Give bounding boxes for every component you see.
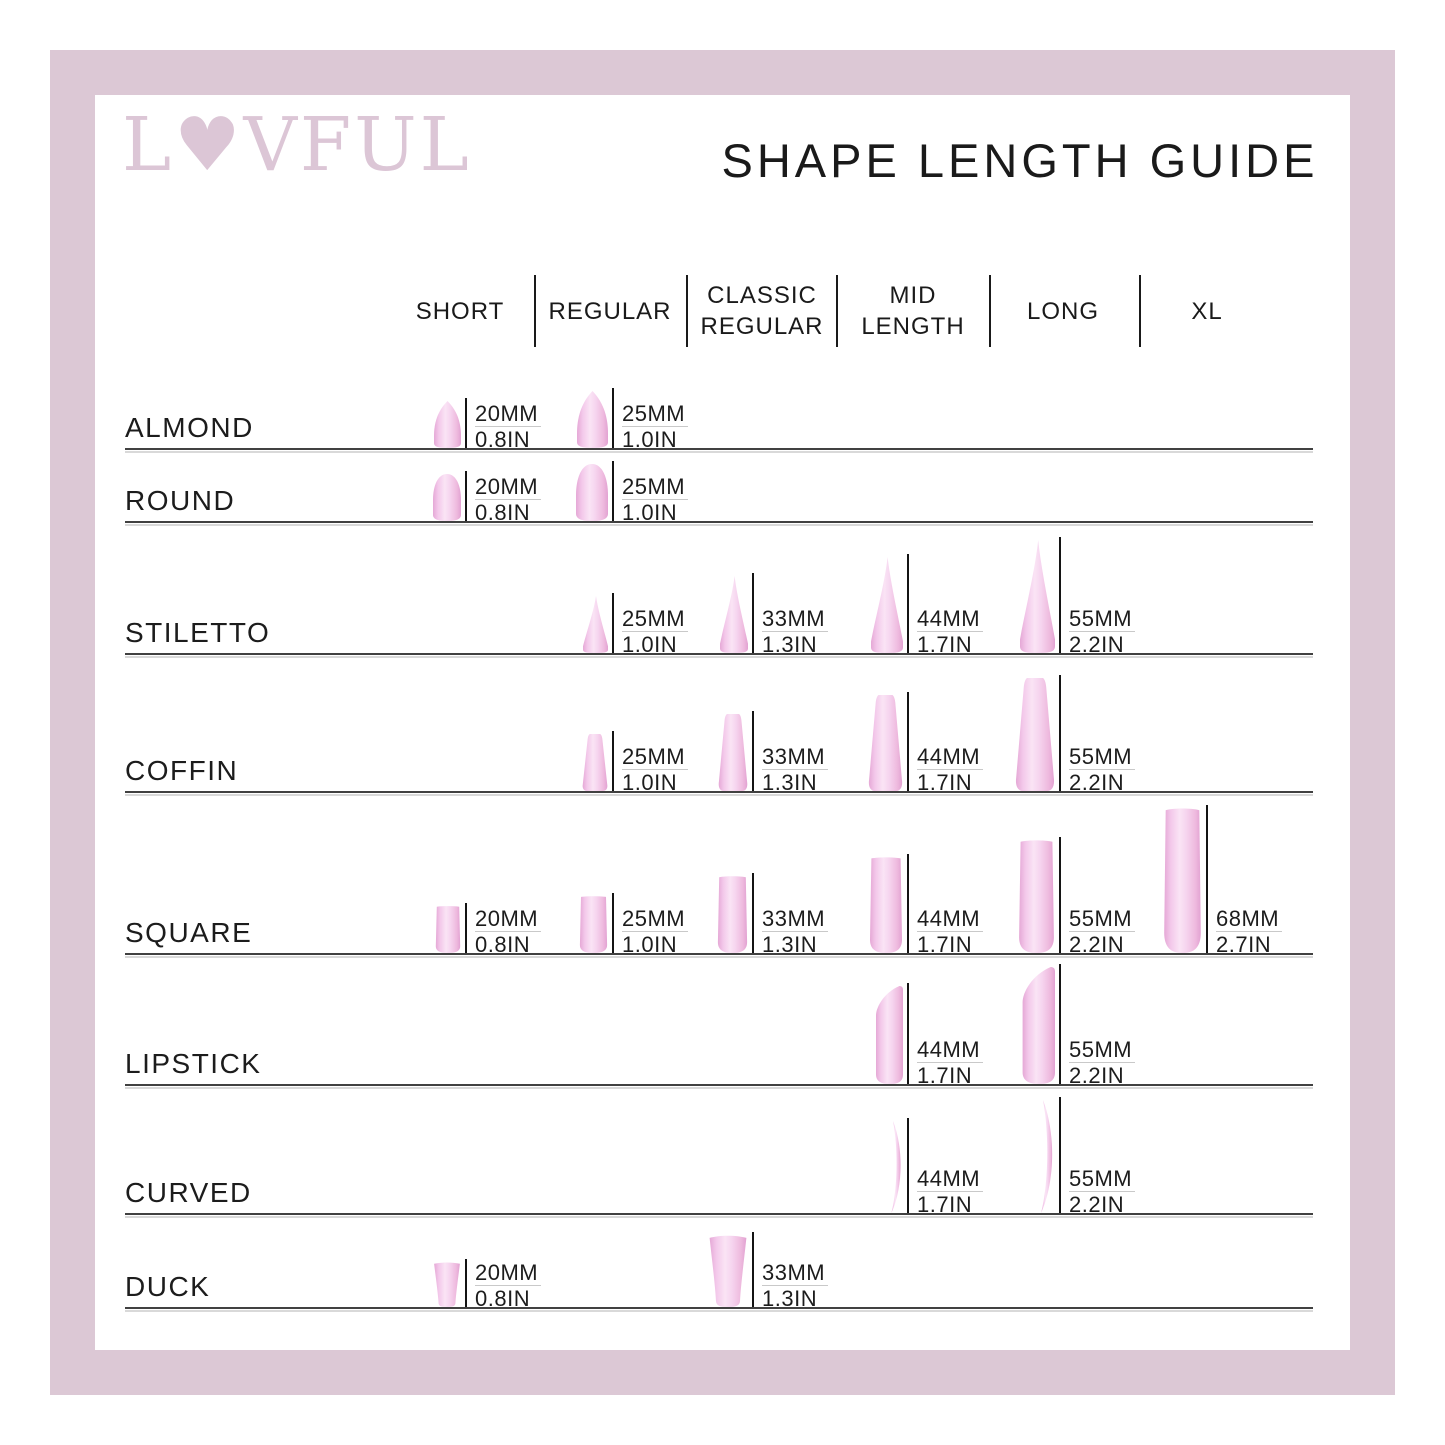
measurement-line [907,554,909,653]
curved-nail-illustration [883,1121,903,1218]
row-label-almond: ALMOND [125,412,254,443]
measurement-line [1059,1097,1061,1213]
size-inch-value: 1.7IN [917,770,973,795]
measurement-line [907,692,909,791]
measurement-line [612,461,614,521]
row-underline [125,448,1313,450]
size-inch-value: 1.3IN [762,1286,818,1311]
size-mm-value: 33MM [762,906,826,931]
lipstick-nail-illustration [1019,967,1055,1089]
size-mm-value: 44MM [917,1166,981,1191]
size-inch-value: 1.3IN [762,932,818,957]
square-nail-illustration [869,857,903,958]
page-title: SHAPE LENGTH GUIDE [721,134,1319,187]
column-header-line: REGULAR [700,313,824,340]
measurement-line [1059,837,1061,953]
coffin-nail-illustration [868,695,903,796]
size-label-block [1216,908,1312,955]
stiletto-nail-illustration [1020,540,1055,658]
size-label-block [1069,908,1165,955]
size-label-block [622,476,718,523]
size-label-block [762,908,858,955]
measurement-line [612,388,614,448]
header-divider-line [836,275,838,347]
measurement-line [907,1118,909,1213]
row-label-curved: CURVED [125,1177,252,1208]
round-nail-illustration [433,474,461,526]
size-inch-value: 0.8IN [475,932,531,957]
size-label-block [475,476,571,523]
size-mm-value: 20MM [475,906,539,931]
size-label-block [917,608,1013,655]
column-header-regular [525,296,695,327]
measurement-line [752,1232,754,1307]
size-label-block [475,908,571,955]
almond-nail-illustration [577,391,608,453]
size-label-block [475,1262,571,1309]
round-nail-illustration [576,464,608,526]
measurement-line [907,854,909,953]
column-header-line: LONG [1026,298,1099,325]
size-label-block [762,1262,858,1309]
measurement-line [752,573,754,653]
column-header-line: LENGTH [861,313,965,340]
square-nail-illustration [435,906,461,958]
size-mm-value: 25MM [622,401,686,426]
column-header-line: MID [889,282,937,309]
row-label-round: ROUND [125,485,236,516]
size-mm-value: 20MM [475,474,539,499]
column-header-line: XL [1191,298,1223,325]
measurement-line [907,983,909,1084]
size-mm-value: 25MM [622,906,686,931]
size-label-block [917,1039,1013,1086]
size-label-block [1069,1168,1165,1215]
square-nail-illustration [1163,808,1202,958]
size-label-block [1069,608,1165,655]
measurement-line [1059,675,1061,791]
size-inch-value: 0.8IN [475,500,531,525]
header-divider-line [989,275,991,347]
size-mm-value: 33MM [762,606,826,631]
size-label-block [1069,1039,1165,1086]
measurement-line [1059,964,1061,1084]
size-inch-value: 1.0IN [622,500,678,525]
measurement-line [612,731,614,791]
size-inch-value: 2.2IN [1069,1192,1125,1217]
column-header-mid-length [828,280,998,342]
size-mm-value: 25MM [622,606,686,631]
coffin-nail-illustration [718,714,748,796]
measurement-line [465,1259,467,1307]
coffin-nail-illustration [1015,678,1055,796]
stiletto-nail-illustration [720,576,748,658]
size-mm-value: 55MM [1069,906,1133,931]
size-label-block [622,746,718,793]
size-inch-value: 1.7IN [917,932,973,957]
measurement-line [465,471,467,521]
column-header-classic-regular [677,280,847,342]
size-label-block [475,403,571,450]
header-divider-line [534,275,536,347]
size-mm-value: 68MM [1216,906,1280,931]
size-mm-value: 25MM [622,744,686,769]
measurement-line [752,711,754,791]
size-label-block [917,1168,1013,1215]
size-label-block [917,746,1013,793]
measurement-line [1059,537,1061,653]
size-inch-value: 0.8IN [475,1286,531,1311]
size-mm-value: 44MM [917,606,981,631]
square-nail-illustration [717,876,748,958]
size-inch-value: 2.2IN [1069,932,1125,957]
measurement-line [465,903,467,953]
size-inch-value: 1.0IN [622,632,678,657]
size-inch-value: 1.3IN [762,770,818,795]
size-mm-value: 33MM [762,1260,826,1285]
almond-nail-illustration [434,401,461,453]
row-underline [125,521,1313,523]
size-mm-value: 55MM [1069,1037,1133,1062]
measurement-line [612,593,614,653]
row-label-stiletto: STILETTO [125,617,271,648]
size-inch-value: 0.8IN [475,427,531,452]
size-mm-value: 33MM [762,744,826,769]
size-label-block [622,908,718,955]
duck-nail-illustration [433,1262,461,1312]
size-mm-value: 20MM [475,1260,539,1285]
size-mm-value: 55MM [1069,744,1133,769]
header-divider-line [1139,275,1141,347]
square-nail-illustration [579,896,608,958]
size-inch-value: 1.3IN [762,632,818,657]
duck-nail-illustration [708,1235,748,1312]
size-inch-value: 1.7IN [917,1063,973,1088]
row-label-duck: DUCK [125,1271,211,1302]
column-header-xl [1122,296,1292,327]
row-label-lipstick: LIPSTICK [125,1048,262,1079]
size-label-block [762,608,858,655]
stiletto-nail-illustration [871,557,903,658]
size-inch-value: 1.7IN [917,632,973,657]
size-mm-value: 44MM [917,1037,981,1062]
size-inch-value: 2.7IN [1216,932,1272,957]
size-mm-value: 55MM [1069,1166,1133,1191]
size-mm-value: 44MM [917,906,981,931]
size-inch-value: 2.2IN [1069,632,1125,657]
square-nail-illustration [1018,840,1055,958]
size-mm-value: 20MM [475,401,539,426]
measurement-line [1206,805,1208,953]
brand-logo: L♥VFUL [122,102,472,188]
size-inch-value: 1.0IN [622,932,678,957]
row-label-coffin: COFFIN [125,755,239,786]
column-header-short [375,296,545,327]
size-inch-value: 2.2IN [1069,1063,1125,1088]
measurement-line [612,893,614,953]
size-inch-value: 1.0IN [622,427,678,452]
stiletto-nail-illustration [583,596,608,658]
header-divider-line [686,275,688,347]
size-mm-value: 55MM [1069,606,1133,631]
size-inch-value: 1.7IN [917,1192,973,1217]
measurement-line [752,873,754,953]
size-label-block [622,403,718,450]
column-header-line: SHORT [415,298,505,325]
size-label-block [622,608,718,655]
coffin-nail-illustration [582,734,608,796]
row-label-square: SQUARE [125,917,253,948]
size-label-block [1069,746,1165,793]
size-mm-value: 44MM [917,744,981,769]
size-mm-value: 25MM [622,474,686,499]
column-header-line: REGULAR [548,298,672,325]
measurement-line [465,398,467,448]
size-inch-value: 1.0IN [622,770,678,795]
size-inch-value: 2.2IN [1069,770,1125,795]
size-label-block [762,746,858,793]
column-header-line: CLASSIC [707,282,817,309]
curved-nail-illustration [1031,1100,1055,1218]
size-label-block [917,908,1013,955]
lipstick-nail-illustration [873,986,903,1089]
